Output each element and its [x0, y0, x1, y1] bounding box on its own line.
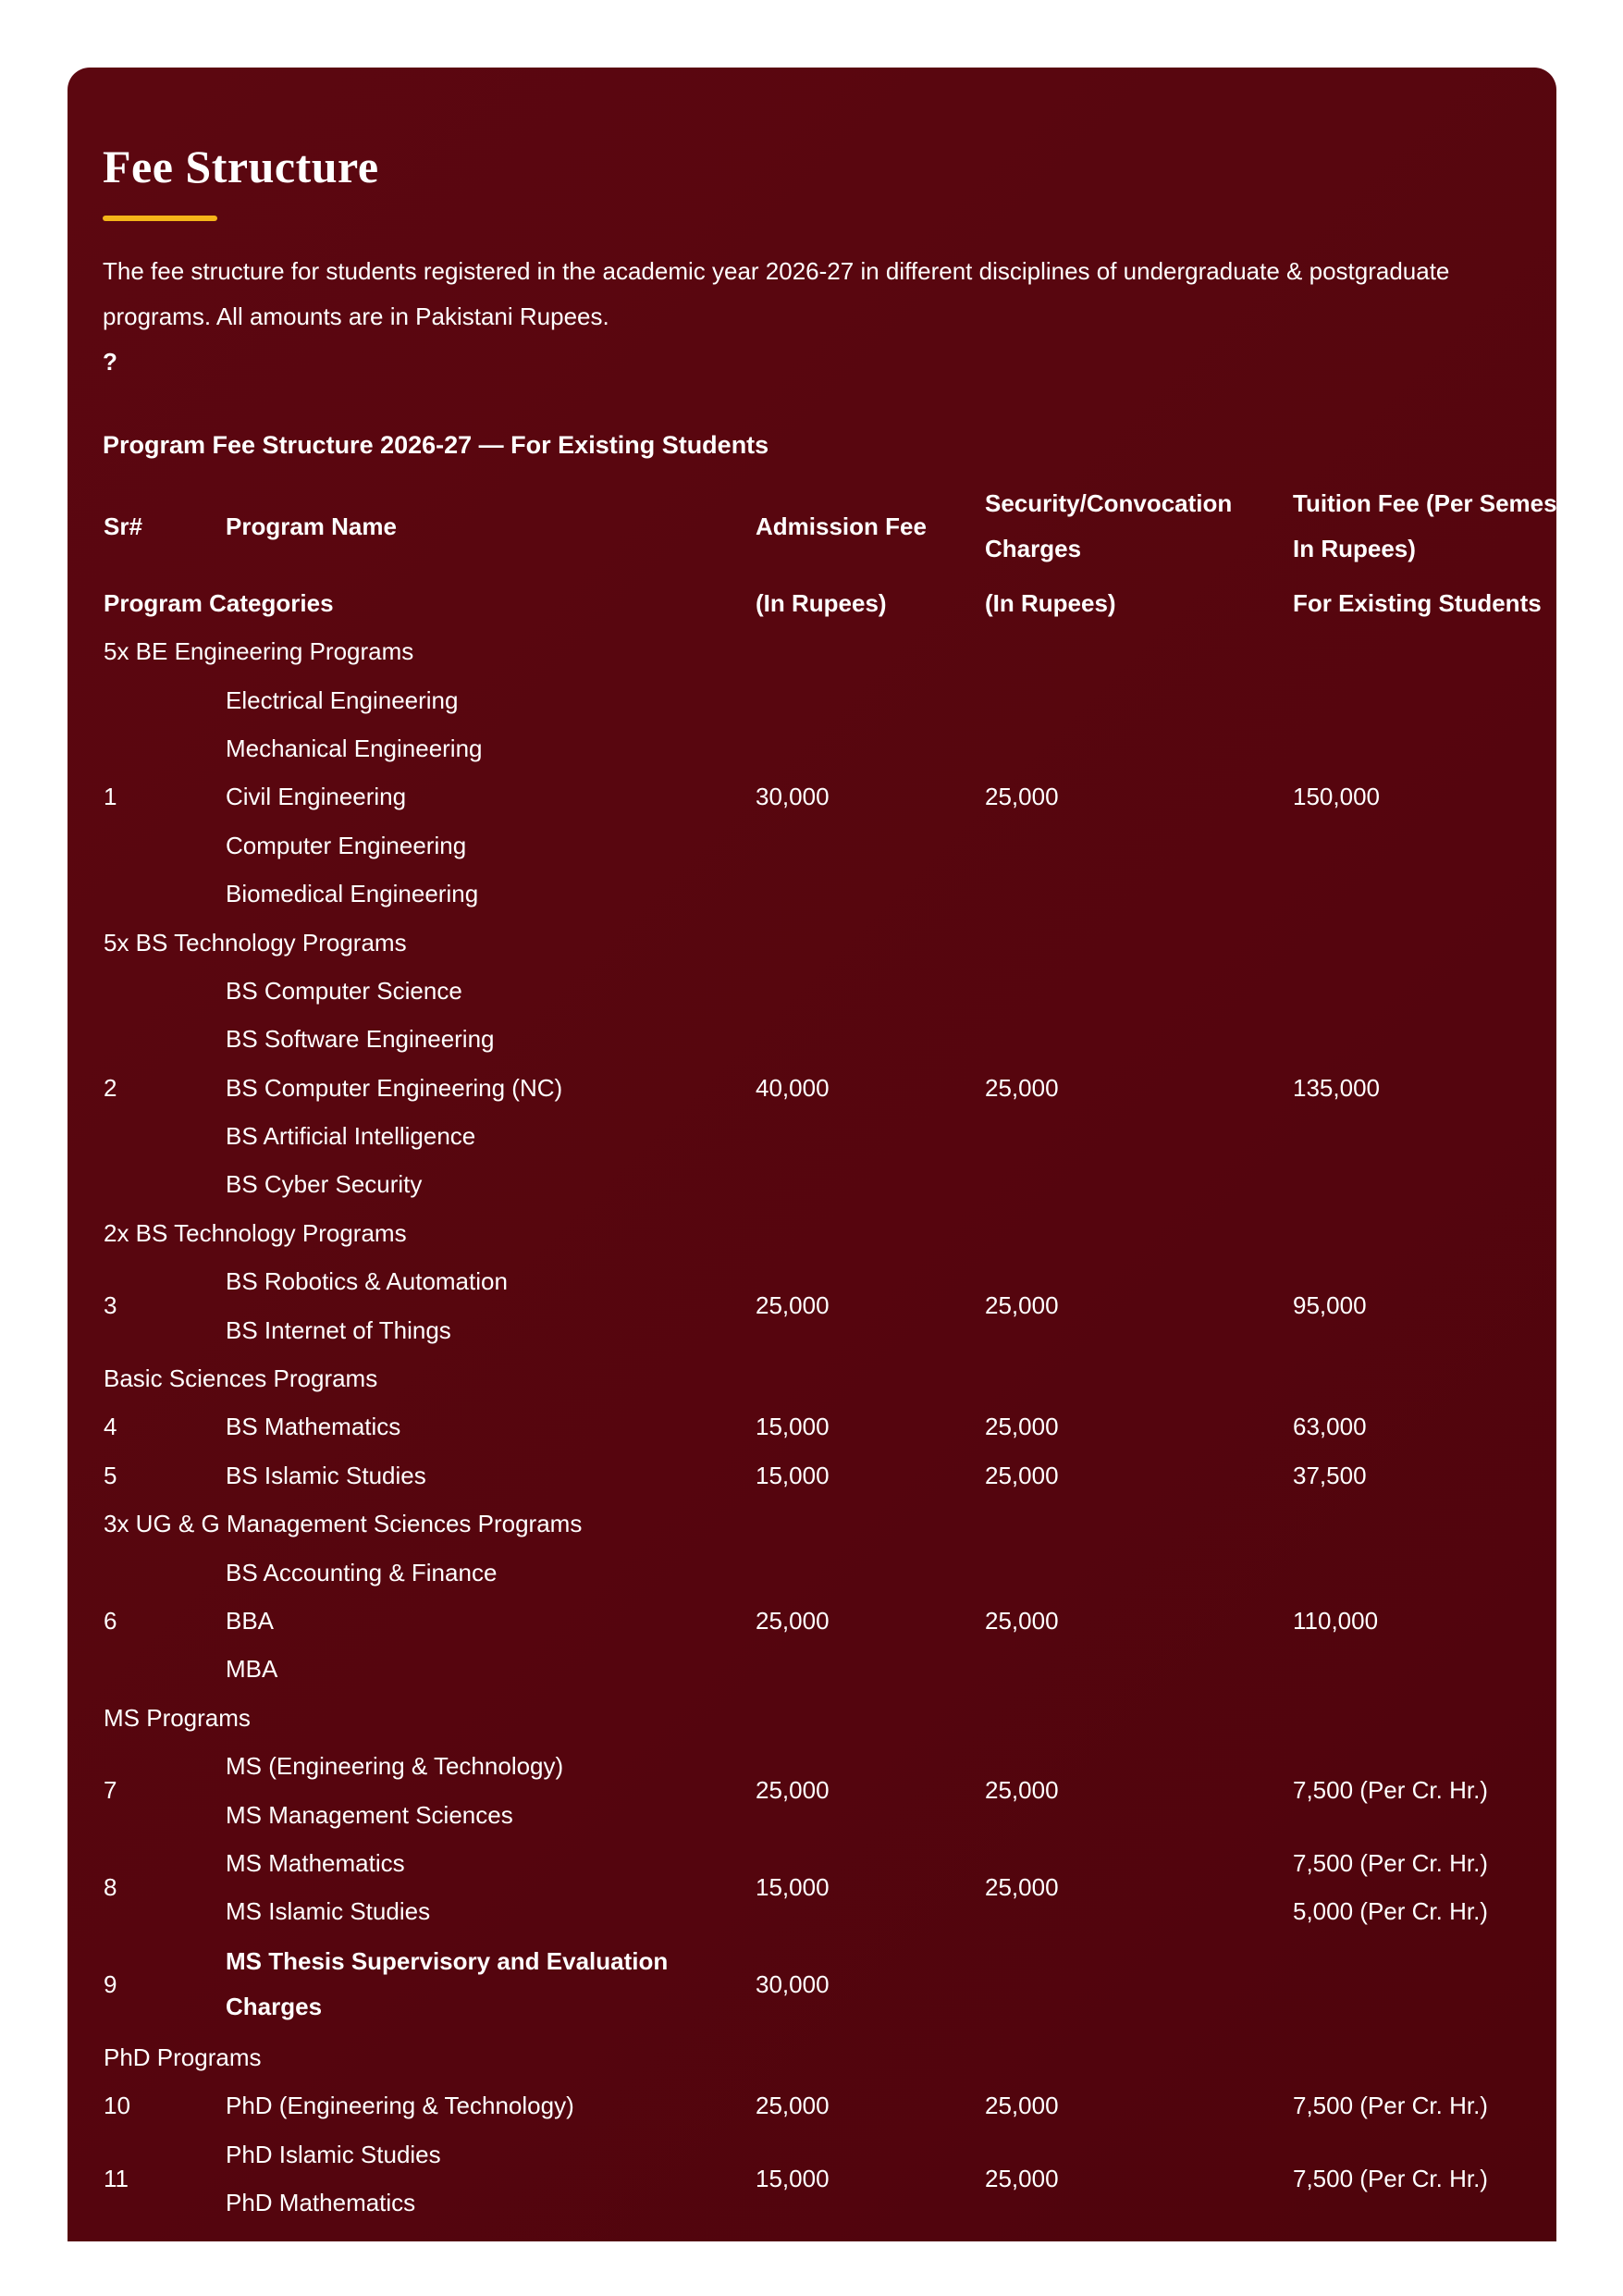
header-program-categories: Program Categories: [104, 588, 334, 617]
category-name: Basic Sciences Programs: [104, 1364, 378, 1393]
category-row: [103, 1209, 1592, 1257]
category-name: 5x BE Engineering Programs: [104, 637, 414, 666]
fee-structure-card: [68, 68, 1596, 2241]
intro-mark: ?: [103, 348, 117, 376]
category-name: 3x UG & G Management Sciences Programs: [104, 1510, 583, 1538]
admission-fee-cell: 15,000: [756, 1413, 830, 1441]
program-name: Computer Engineering: [226, 831, 467, 859]
intro-text: The fee structure for students registered in the academic year 2026-27 in different disciplines of undergraduate & postgraduate programs. All amounts are in Pakistani Rupees.: [103, 257, 1450, 330]
table-row: [103, 1402, 1592, 1450]
program-name: PhD Mathematics: [226, 2188, 416, 2216]
security-charges-cell: 25,000: [985, 1073, 1059, 1102]
table-row: [103, 821, 1592, 870]
security-charges-cell: 25,000: [985, 2092, 1059, 2120]
table-row: [103, 724, 1592, 772]
admission-fee-cell: 25,000: [756, 1607, 830, 1635]
program-name: Civil Engineering: [226, 783, 407, 811]
header-tuition-line1: Tuition Fee (Per Semester): [1293, 489, 1596, 517]
program-name: MS Thesis Supervisory and Evaluation Charges: [226, 1947, 669, 2021]
header-tuition-line2: In Rupees): [1293, 535, 1416, 562]
tuition-fee-cell: 7,500 (Per Cr. Hr.): [1293, 2092, 1488, 2120]
program-name: Biomedical Engineering: [226, 880, 479, 908]
tuition-fee-cell: 110,000: [1293, 1607, 1379, 1635]
category-name: PhD Programs: [104, 2043, 262, 2071]
table-header-row: [103, 475, 1592, 578]
program-name: MS (Engineering & Technology): [226, 1752, 564, 1781]
category-row: [103, 2033, 1592, 2081]
fee-table: [103, 475, 1596, 2227]
program-name: BS Robotics & Automation: [226, 1267, 508, 1296]
tuition-fee-cell: 63,000: [1293, 1413, 1367, 1441]
sr-cell: 8: [104, 1873, 117, 1902]
sr-cell: 5: [104, 1461, 117, 1489]
sr-cell: 10: [104, 2092, 130, 2120]
table-row: [103, 1548, 1592, 1596]
admission-fee-cell: 40,000: [756, 1073, 830, 1102]
sr-cell: 6: [104, 1607, 117, 1635]
tuition-fee-cell: 37,500: [1293, 1461, 1367, 1489]
program-name: MS Management Sciences: [226, 1800, 513, 1829]
program-name: PhD Islamic Studies: [226, 2140, 441, 2168]
security-charges-cell: 25,000: [985, 1607, 1059, 1635]
category-row: [103, 627, 1592, 675]
sr-cell: 7: [104, 1776, 117, 1805]
table-row: [103, 1112, 1592, 1160]
admission-fee-cell: 15,000: [756, 1461, 830, 1489]
admission-fee-cell: 15,000: [756, 1873, 830, 1902]
admission-fee-cell: 30,000: [756, 1970, 830, 1999]
category-name: 2x BS Technology Programs: [104, 1218, 407, 1247]
category-name: 5x BS Technology Programs: [104, 928, 407, 957]
sr-cell: 9: [104, 1970, 117, 1999]
admission-fee-cell: 25,000: [756, 2092, 830, 2120]
tuition-fee-cell: 95,000: [1293, 1291, 1367, 1320]
tuition-fee-cell: 7,500 (Per Cr. Hr.): [1293, 1776, 1488, 1805]
program-name: Electrical Engineering: [226, 685, 459, 714]
table-row: [103, 1451, 1592, 1500]
security-charges-cell: 25,000: [985, 1291, 1059, 1320]
table-caption: Program Fee Structure 2026-27 — For Existing Students: [103, 431, 769, 459]
header-program-name: Program Name: [226, 512, 397, 540]
header-security: [984, 475, 1292, 578]
table-row: [103, 772, 1592, 821]
table-row: [103, 1160, 1592, 1208]
category-row: [103, 1354, 1592, 1402]
table-row: [103, 675, 1592, 723]
sr-cell: 3: [104, 1291, 117, 1320]
table-row: [103, 2081, 1592, 2129]
header-sr: Sr#: [104, 512, 142, 540]
security-charges-cell: 25,000: [985, 1461, 1059, 1489]
sr-cell: 2: [104, 1073, 117, 1102]
category-name: MS Programs: [104, 1703, 251, 1732]
table-row: [103, 1257, 1592, 1305]
tuition-fee-cell: 135,000: [1293, 1073, 1380, 1102]
table-row: [103, 870, 1592, 918]
security-charges-cell: 25,000: [985, 2164, 1059, 2192]
program-name: BS Artificial Intelligence: [226, 1122, 476, 1151]
header-admission-fee: Admission Fee: [756, 512, 927, 540]
program-name: PhD (Engineering & Technology): [226, 2092, 574, 2120]
header-tuition-unit: For Existing Students: [1293, 588, 1542, 617]
program-name: BS Accounting & Finance: [226, 1558, 498, 1586]
program-name: MS Mathematics: [226, 1848, 405, 1877]
tuition-fee-cell: 7,500 (Per Cr. Hr.): [1293, 2164, 1488, 2192]
intro-paragraph: [103, 249, 1508, 385]
page-title: Fee Structure: [103, 141, 379, 192]
sr-cell: 1: [104, 783, 117, 811]
table-row: [103, 2129, 1592, 2178]
program-name: BS Mathematics: [226, 1413, 401, 1441]
header-tuition: [1292, 475, 1596, 578]
program-name: BS Internet of Things: [226, 1315, 451, 1344]
tuition-fee-cell: 5,000 (Per Cr. Hr.): [1293, 1897, 1488, 1926]
program-name: BS Software Engineering: [226, 1025, 495, 1054]
program-name: BS Computer Science: [226, 976, 462, 1005]
header-security-line2: Charges: [985, 535, 1082, 562]
admission-fee-cell: 15,000: [756, 2164, 830, 2192]
table-row: [103, 1742, 1592, 1790]
security-charges-cell: 25,000: [985, 1413, 1059, 1441]
header-security-line1: Security/Convocation: [985, 489, 1233, 517]
header-admission-unit: (In Rupees): [756, 588, 887, 617]
program-name: BS Cyber Security: [226, 1170, 423, 1199]
title-underline: [103, 216, 217, 221]
program-name: BBA: [226, 1607, 275, 1635]
security-charges-cell: 25,000: [985, 1873, 1059, 1902]
table-row: [103, 1936, 1592, 2033]
category-row: [103, 918, 1592, 966]
security-charges-cell: 25,000: [985, 1776, 1059, 1805]
program-name: MBA: [226, 1655, 278, 1684]
fee-table-container[interactable]: [103, 475, 1596, 2227]
sr-cell: 11: [104, 2164, 129, 2192]
table-subheader-row: [103, 578, 1592, 627]
program-name: BS Islamic Studies: [226, 1461, 426, 1489]
program-name: MS Islamic Studies: [226, 1897, 431, 1926]
table-row: [103, 1839, 1592, 1887]
table-row: [103, 1645, 1592, 1693]
table-row: [103, 1597, 1592, 1645]
header-security-unit: (In Rupees): [985, 588, 1116, 617]
security-charges-cell: 25,000: [985, 783, 1059, 811]
table-row: [103, 1015, 1592, 1063]
admission-fee-cell: 25,000: [756, 1291, 830, 1320]
category-row: [103, 1694, 1592, 1742]
program-name: BS Computer Engineering (NC): [226, 1073, 563, 1102]
sr-cell: 4: [104, 1413, 117, 1441]
table-row: [103, 1064, 1592, 1112]
tuition-fee-cell: 150,000: [1293, 783, 1380, 811]
category-row: [103, 1500, 1592, 1548]
table-row: [103, 967, 1592, 1015]
program-name: Mechanical Engineering: [226, 734, 483, 762]
tuition-fee-cell: 7,500 (Per Cr. Hr.): [1293, 1848, 1488, 1877]
admission-fee-cell: 30,000: [756, 783, 830, 811]
admission-fee-cell: 25,000: [756, 1776, 830, 1805]
